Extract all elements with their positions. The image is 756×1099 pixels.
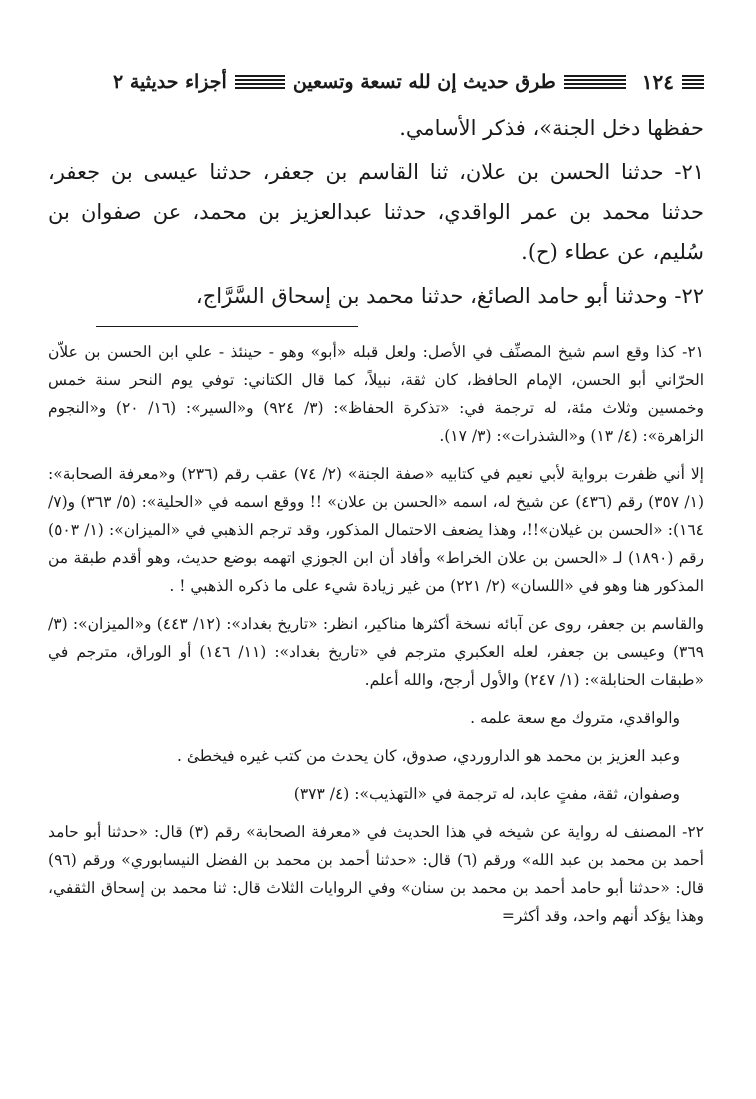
footnote-paragraph: وعبد العزيز بن محمد هو الداروردي، صدوق، كان يحدث من كتب غيره فيخطئ . — [176, 747, 680, 765]
header-ornament-bar — [682, 75, 704, 89]
main-paragraph: ٢١- حدثنا الحسن بن علان، ثنا القاسم بن جعفر، حدثنا عيسى بن جعفر، حدثنا محمد بن عمر الواقدي، حدثنا عبدالعزيز بن محمد، عن صفوان بن سُليم، عن عطاء (ح). — [48, 160, 704, 264]
footnote-paragraph: إلا أني ظفرت برواية لأبي نعيم في كتابيه «صفة الجنة» (٢/ ٧٤) عقب رقم (٢٣٦) و«معرفة الصحابة»: (١/ ٣٥٧) رقم (٤٣٦) عن شيخ له، اسمه «الحسن بن علان» !! ووقع اسمه في «الحلية»: (٥/ ٣٦٣) و(٧/ ١٦٤): «الحسن بن غيلان»!!، وهذا يضعف الاحتمال المذكور، وقد ترجم الذهبي في «الميزان»: (١/ ٥٠٣) رقم (١٨٩٠) لـ «الحسن بن علان الخراط» وأفاد أن ابن الجوزي اتهمه بوضع حديث، وهو أقدم طبقة من المذكور هنا وهو في «اللسان» (٢/ ٢٢١) من غير زيادة شيء على ما ذكره الذهبي ! . — [48, 465, 705, 595]
footnote-paragraph: والواقدي، متروك مع سعة علمه . — [470, 709, 680, 727]
footnote-separator — [96, 326, 358, 327]
footnote-paragraph: وصفوان، ثقة، مفتٍ عابد، له ترجمة في «التهذيب»: (٤/ ٣٧٣) — [293, 785, 680, 803]
main-text — [48, 108, 704, 316]
main-paragraph: ٢٢- وحدثنا أبو حامد الصائغ، حدثنا محمد بن إسحاق السَّرَّاج، — [195, 284, 704, 308]
book-title: طرق حديث إن لله تسعة وتسعين — [292, 71, 556, 93]
header-ornament-bar — [235, 75, 285, 89]
footnote-paragraph: ٢٢- المصنف له رواية عن شيخه في هذا الحديث في «معرفة الصحابة» رقم (٣) قال: «حدثنا أبو حامد أحمد بن محمد بن عبد الله» ورقم (٦) قال: «حدثنا أحمد بن محمد بن الفضل النيسابوري» ورقم (٩٦) قال: «حدثنا أبو حامد أحمد بن محمد بن سنان» وفي الروايات الثلاث قال: ثنا محمد بن إسحاق الثقفي، وهذا يؤكد أنهم واحد، وقد أكثر= — [48, 823, 705, 925]
footnotes — [48, 338, 704, 930]
series-title: أجزاء حديثية ٢ — [112, 71, 227, 93]
footnote-paragraph: والقاسم بن جعفر، روى عن آبائه نسخة أكثرها مناكير، انظر: «تاريخ بغداد»: (١٢/ ٤٤٣) و«الميزان»: (٣/ ٣٦٩) وعيسى بن جعفر، لعله العكبري مترجم في «تاريخ بغداد»: (١١/ ١٤٦) أو الوراق، مترجم في «طبقات الحنابلة»: (١/ ٢٤٧) والأول أرجح، والله أعلم. — [48, 615, 704, 689]
page-number: ١٢٤ — [641, 70, 674, 94]
page-header — [48, 62, 704, 102]
main-paragraph: حفظها دخل الجنة»، فذكر الأسامي. — [399, 116, 704, 140]
header-ornament-bar — [564, 75, 626, 89]
footnote-paragraph: ٢١- كذا وقع اسم شيخ المصنِّف في الأصل: ولعل قبله «أبو» وهو - حينئذ - علي ابن الحسن بن علاّن الحرّاني أبو الحسن، الإمام الحافظ، كان ثقة، نبيلاً، كما قال الكتاني: توفي يوم النحر سنة خمس وخمسين وثلاث مئة، له ترجمة في: «تذكرة الحفاظ»: (٣/ ٩٢٤) و«السير»: (١٦/ ٢٠) و«النجوم الزاهرة»: (٤/ ١٣) و«الشذرات»: (٣/ ١٧). — [48, 343, 704, 445]
